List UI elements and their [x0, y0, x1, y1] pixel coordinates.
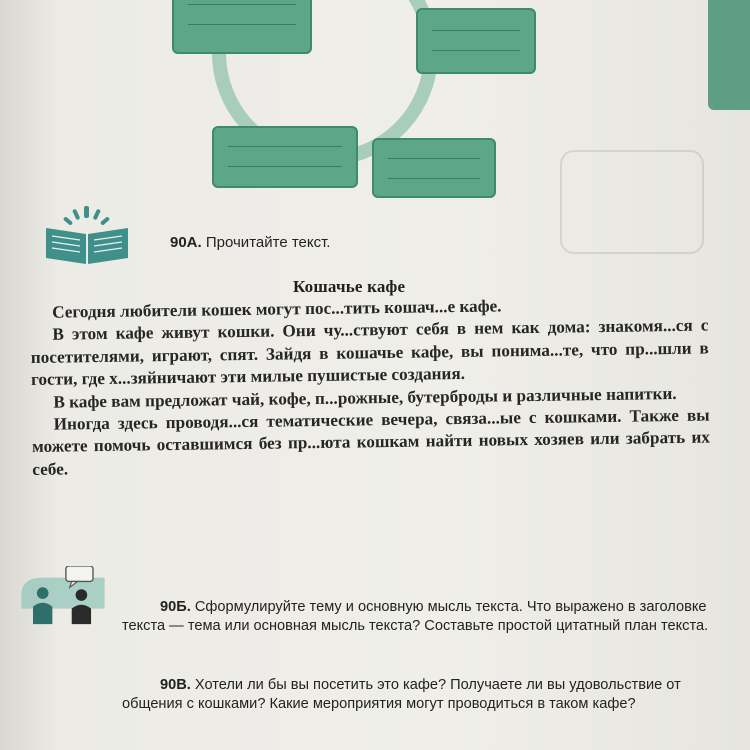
- text-paragraph: В кафе вам предложат чай, кофе, п...рожные, бутерброды и различные напитки.: [53, 383, 677, 412]
- exercise-90v-number: 90В.: [160, 677, 191, 693]
- text-paragraph: Сегодня любители кошек могут пос...тить кошач...е кафе.: [52, 296, 502, 322]
- text-paragraph: В этом кафе живут кошки. Они чу...ствуют себя в нем как дома: знакомя...ся с посетителями, играют, спят. Зайдя в кошачье кафе, вы понима...те, что пр...шли в гости, где х...зяйничают эти милые пушистые создания.: [30, 315, 709, 390]
- exercise-90b-number: 90Б.: [160, 599, 191, 615]
- exercise-90a-instruction: Прочитайте текст.: [205, 234, 331, 251]
- diagram-box-top-right: [416, 8, 536, 74]
- text-title: Кошачье кафе: [293, 277, 406, 296]
- page-edge-tab: [708, 0, 750, 110]
- open-book-icon: [44, 204, 130, 266]
- text-paragraph: Иногда здесь проводя...ся тематические вечера, связа...ые с кошками. Также вы можете помочь оставшимся без пр...юта кошкам найти новых хозяев или забрать их себе.: [31, 405, 711, 479]
- text-body: [30, 293, 710, 482]
- diagram-box-bottom-left: [212, 126, 358, 188]
- exercise-90a-number: 90А.: [170, 234, 202, 251]
- exercise-90v-text: Хотели ли бы вы посетить это кафе? Получаете ли вы удовольствие от общения с кошками? Какие мероприятия могут проводиться в таком кафе?: [122, 677, 681, 712]
- exercise-90a: [170, 234, 330, 251]
- diagram-box-bottom-right: [372, 138, 496, 198]
- dialogue-people-icon: [20, 566, 106, 626]
- diagram-box-top-left: [172, 0, 312, 54]
- exercise-90v: [122, 676, 722, 714]
- exercise-90b-text: Сформулируйте тему и основную мысль текста. Что выражено в заголовке текста — тема или основная мысль текста? Составьте простой цитатный план текста.: [122, 599, 709, 634]
- exercise-90b: [122, 598, 722, 636]
- bleed-through-frame: [560, 150, 704, 254]
